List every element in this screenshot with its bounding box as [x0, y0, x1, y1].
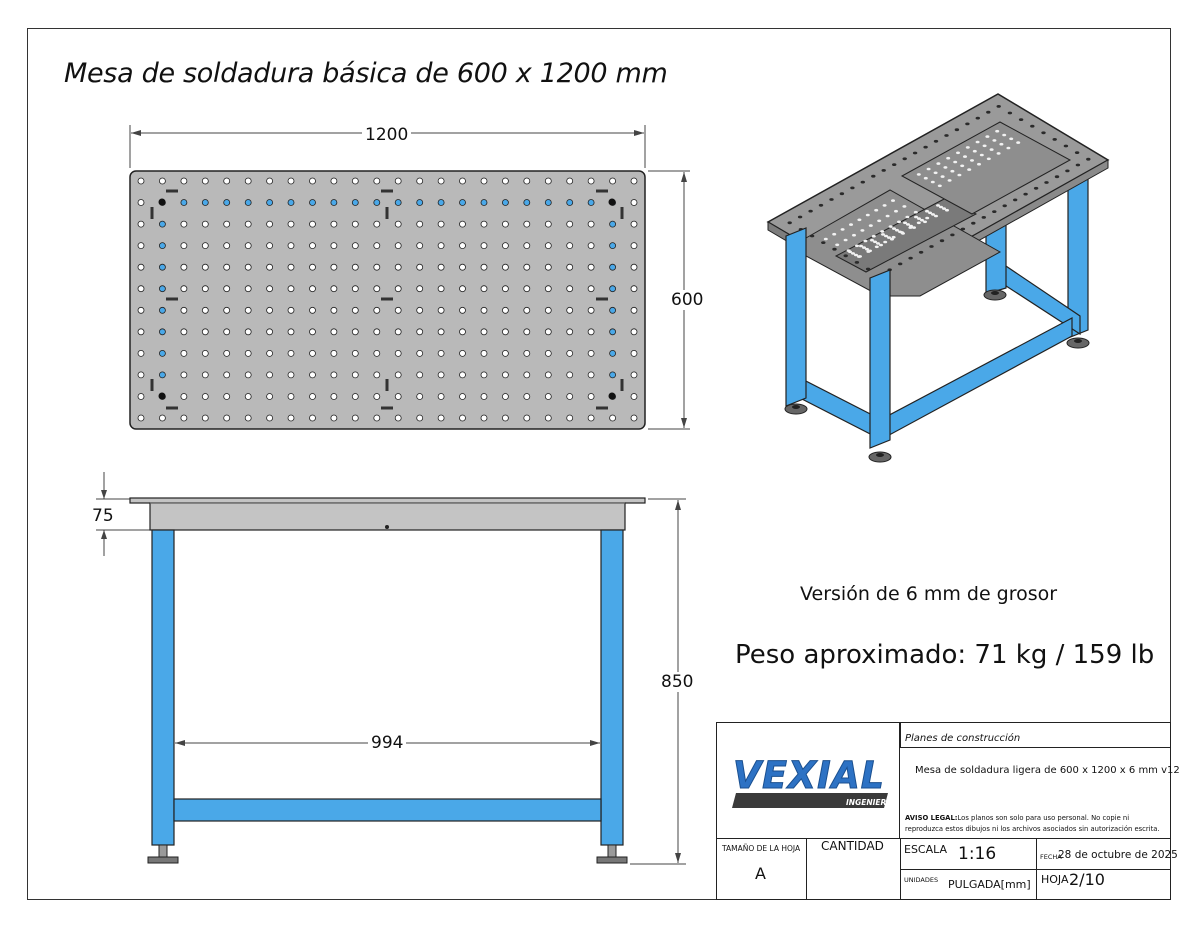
dim-top-depth: 600 — [668, 290, 706, 310]
drawing-title: Mesa de soldadura básica de 600 x 1200 mm — [64, 58, 668, 89]
legal-text: Los planos son solo para uso personal. No copie ni reproduzca estos dibujos ni los archivos asociados sin autorización escrita. — [905, 814, 1160, 833]
category-label: Planes de construcción — [905, 733, 1021, 744]
legal-notice — [905, 813, 1167, 835]
scale-value: 1:16 — [958, 844, 997, 864]
scale-label: ESCALA — [904, 843, 948, 856]
dim-frame-height: 75 — [89, 506, 117, 526]
weight-note: Peso aproximado: 71 kg / 159 lb — [735, 640, 1155, 670]
dim-total-height: 850 — [658, 672, 696, 692]
date-value: 28 de octubre de 2025 — [1058, 849, 1178, 861]
dim-top-width: 1200 — [362, 125, 411, 145]
units-value: PULGADA[mm] — [948, 878, 1031, 891]
drawing-description: Mesa de soldadura ligera de 600 x 1200 x 6 mm v12 — [915, 765, 1180, 776]
dim-inner-span: 994 — [368, 733, 406, 753]
legal-label: AVISO LEGAL: — [905, 814, 958, 822]
sheet-label: HOJA — [1041, 873, 1069, 886]
sheet-size-value: A — [755, 864, 766, 883]
units-label: UNIDADES — [904, 876, 939, 884]
quantity-label: CANTIDAD — [821, 839, 884, 853]
logo-sub: INGENIEROS — [846, 798, 899, 807]
date-label: FECHA — [1040, 853, 1062, 861]
sheet-size-label: TAMAÑO DE LA HOJA — [722, 844, 801, 853]
version-note: Versión de 6 mm de grosor — [800, 583, 1058, 605]
sheet-value: 2/10 — [1069, 870, 1105, 889]
logo-text: VEXIAL — [733, 754, 885, 797]
